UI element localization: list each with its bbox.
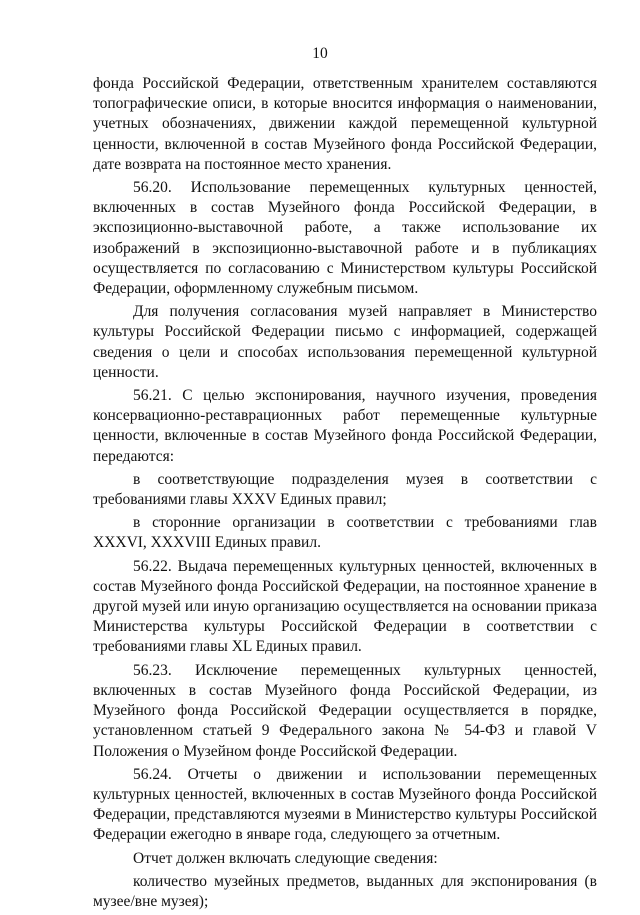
paragraph-56-20: 56.20. Использование перемещенных культурных ценностей, включенных в состав Музейного фонда Российской Федерации, в экспозиционно-выставочной работе, а также использование их изображений в экспозиционно-выставочной работе и в публикациях осуществляется по согласованию с Министерством культуры Российской Федерации, оформленному служебным письмом. [93, 179, 597, 298]
list-item-external-organizations: в сторонние организации в соответствии с требованиями глав XXXVI, XXXVIII Единых правил. [93, 514, 597, 552]
list-item-museum-departments: в соответствующие подразделения музея в соответствии с требованиями главы XXXV Единых правил; [93, 470, 597, 509]
list-item-exhibited-items-count: количество музейных предметов, выданных для экспонирования (в музее/вне музея); [93, 872, 597, 910]
paragraph-56-24: 56.24. Отчеты о движении и использовании перемещенных культурных ценностей, включенных в состав Музейного фонда Российской Федерации, представляются музеями в Министерство культуры Российской Федерации ежегодно в январе года, следующего за отчетным. [93, 765, 597, 844]
page-number: 10 [312, 45, 328, 62]
paragraph-56-23: 56.23. Исключение перемещенных культурных ценностей, включенных в состав Музейного фонда Российской Федерации, из Музейного фонда Российской Федерации осуществляется в порядке, установленном статьей 9 Федерального закона № 54-ФЗ и главой V Положения о Музейном фонде Российской Федерации. [93, 661, 597, 760]
paragraph-approval-request: Для получения согласования музей направляет в Министерство культуры Российской Федерации письмо с информацией, содержащей сведения о цели и способах использования перемещенной культурной ценности. [93, 303, 597, 381]
paragraph-continued-text: фонда Российской Федерации, ответственным хранителем составляются топографические описи, в которые вносится информация о наименовании, учетных обозначениях, движении каждой перемещенной культурной ценности, включенной в состав Музейного фонда Российской Федерации, дате возврата на постоянное место хранения. [93, 75, 597, 173]
document-body [93, 74, 597, 915]
paragraph-56-21: 56.21. С целью экспонирования, научного изучения, проведения консервационно-реставрационных работ перемещенные культурные ценности, включенные в состав Музейного фонда Российской Федерации, передаются: [93, 387, 597, 465]
paragraph-report-contents: Отчет должен включать следующие сведения: [133, 849, 438, 867]
paragraph-56-22: 56.22. Выдача перемещенных культурных ценностей, включенных в состав Музейного фонда Российской Федерации, на постоянное хранение в другой музей или иную организацию осуществляется на основании приказа Министерства культуры Российской Федерации в соответствии с требованиями главы XL Единых правил. [93, 557, 597, 656]
